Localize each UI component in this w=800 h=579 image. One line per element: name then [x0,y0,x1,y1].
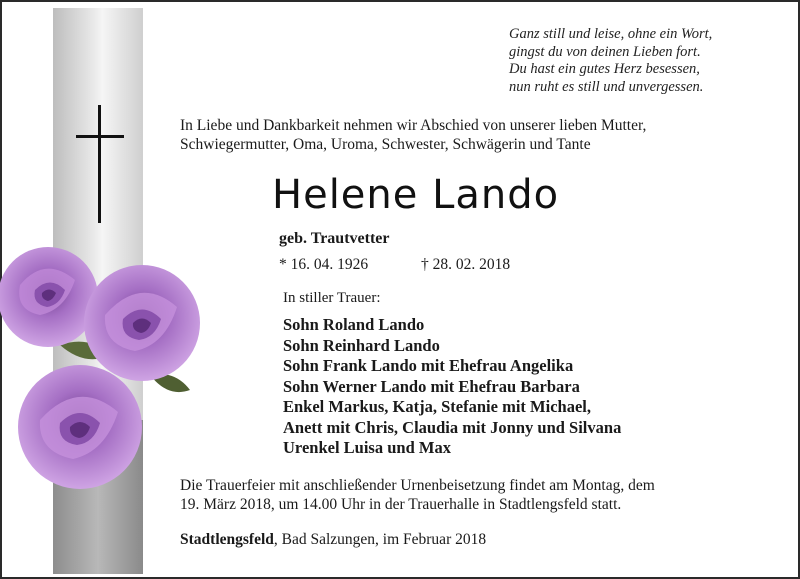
mourner-line: Sohn Frank Lando mit Ehefrau Angelika [283,356,574,375]
intro-text [180,116,780,154]
death-date: † 28. 02. 2018 [421,256,511,273]
life-dates [279,256,511,274]
poem-line: Ganz still und leise, ohne ein Wort, [509,26,713,42]
mourner-line: Sohn Roland Lando [283,315,425,334]
place-rest: , Bad Salzungen, im Februar 2018 [273,531,487,548]
mourner-line: Enkel Markus, Katja, Stefanie mit Michael, [283,397,591,416]
poem-line: Du hast ein gutes Herz besessen, [509,61,700,77]
rose-3 [18,365,142,489]
birth-date: * 16. 04. 1926 [279,256,369,273]
maiden-name: geb. Trautvetter [279,230,390,247]
mourners-label: In stiller Trauer: [283,290,381,306]
place-name: Stadtlengsfeld [180,531,274,548]
poem-line: gingst du von deinen Lieben fort. [509,43,701,60]
rose-1 [0,247,98,347]
funeral-line: 19. März 2018, um 14.00 Uhr in der Trauerhalle in Stadtlengsfeld statt. [180,496,622,513]
cross-icon [76,105,124,223]
mourner-line: Anett mit Chris, Claudia mit Jonny und Silvana [283,417,622,437]
intro-line: In Liebe und Dankbarkeit nehmen wir Abschied von unserer lieben Mutter, [180,117,647,134]
intro-line: Schwiegermutter, Oma, Uroma, Schwester, Schwägerin und Tante [180,136,591,153]
mourner-line: Sohn Werner Lando mit Ehefrau Barbara [283,376,580,396]
place-date [180,531,486,549]
poem-line: nun ruht es still und unvergessen. [509,78,704,95]
funeral-info [180,476,780,514]
funeral-line: Die Trauerfeier mit anschließender Urnenbeisetzung findet am Montag, dem [180,477,655,494]
mourners-list [283,315,621,459]
mourner-line: Sohn Reinhard Lando [283,335,440,355]
rose-2 [84,265,200,381]
mourner-line: Urenkel Luisa und Max [283,438,451,457]
deceased-name: Helene Lando [272,172,560,218]
roses-image [0,235,210,500]
poem [509,26,789,96]
